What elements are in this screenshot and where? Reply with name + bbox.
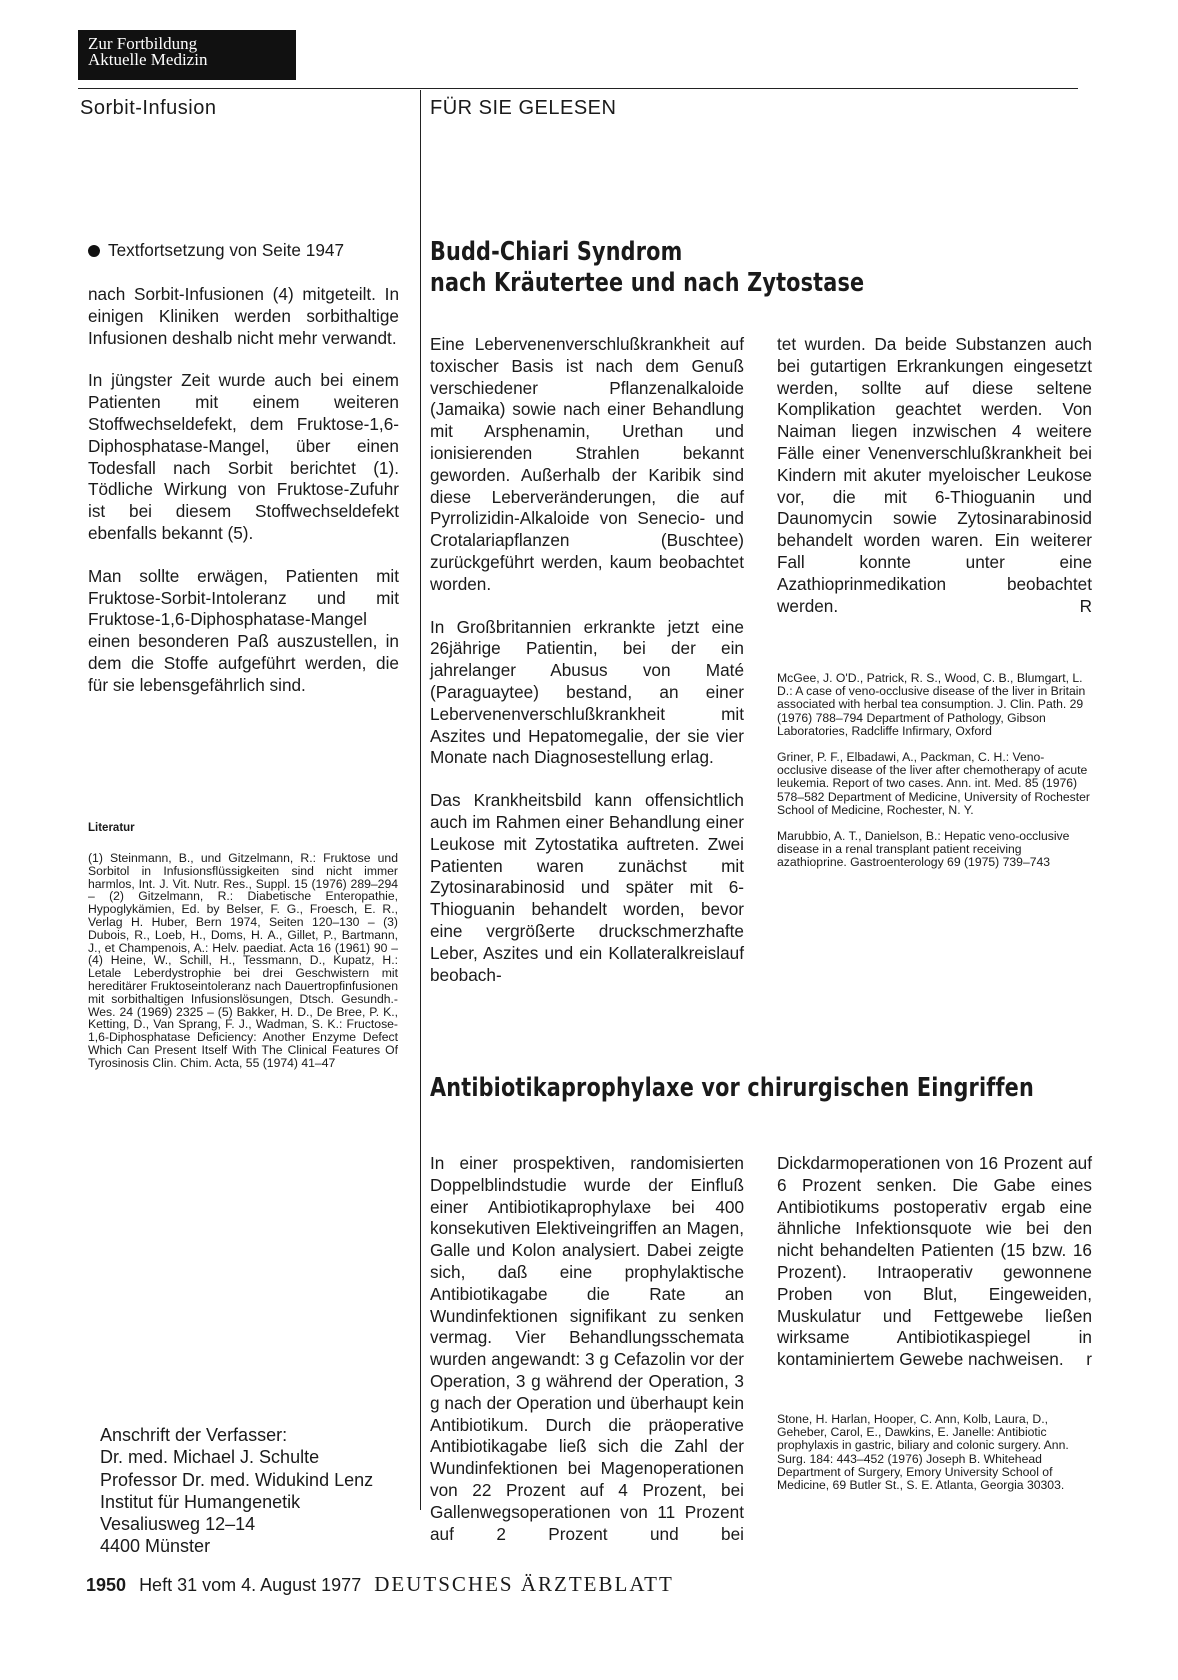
article1-sign: R [1079, 595, 1092, 616]
article1-column-1 [430, 334, 744, 986]
article1-references [777, 672, 1092, 883]
address-line: Vesaliusweg 12–14 [100, 1514, 256, 1535]
tag-line-1: Zur Fortbildung [88, 34, 198, 53]
continuation-note [88, 240, 398, 261]
right-section-title: FÜR SIE GELESEN [430, 97, 617, 119]
reference: Marubbio, A. T., Danielson, B.: Hepatic veno-occlusive disease in a renal transplant patient receiving azathioprine. Gastroenterology 69 (1975) 739–743 [777, 829, 1070, 870]
continuation-text: Textfortsetzung von Seite 1947 [108, 240, 344, 260]
tag-line-2: Aktuelle Medizin [88, 50, 208, 69]
column-divider [420, 90, 421, 1510]
article1-paragraph-4 [777, 334, 1092, 617]
address-line: 4400 Münster [100, 1536, 211, 1557]
address-line: Anschrift der Verfasser: [100, 1425, 288, 1445]
address-line: Professor Dr. med. Widukind Lenz [100, 1469, 374, 1490]
left-body [88, 284, 399, 697]
article1-paragraph-3: Das Krankheitsbild kann offensichtlich auch im Rahmen einer Behandlung einer Leukose mit Zytostatika auftreten. Zwei Patienten waren zunächst mit Zytosinarabinosid und später mit 6-Thioguanin behandelt worden, bevor eine vergrößerte druckschmerzhafte Leber, Aszites und ein Kollateralkreislauf beobach- [430, 790, 744, 985]
article2-column-1 [430, 1153, 744, 1545]
left-paragraph-2: In jüngster Zeit wurde auch bei einem Patienten mit einem weiteren Stoffwechseldefekt, dem Fruktose-1,6-Diphosphatase-Mangel, über einen Todesfall nach Sorbit berichtet (1). Tödliche Wirkung von Fruktose-Zufuhr ist bei diesem Stoffwechseldefekt ebenfalls bekannt (5). [88, 370, 399, 543]
article2-paragraph-2-text: Dickdarmoperationen von 16 Prozent auf 6 Prozent senken. Die Gabe eines Antibiotikums postoperativ ergab eine ähnliche Infektionsquote wie bei den nicht behandelten Patienten (15 bzw. 16 Prozent). Intraoperativ gewonnene Proben von Blut, Eingeweiden, Muskulatur und Fettgewebe ließen wirksame Antibiotikaspiegel in kontaminiertem Gewebe nachweisen. [777, 1153, 1092, 1370]
article2-paragraph-2 [777, 1153, 1092, 1371]
article1-paragraph-4-text: tet wurden. Da beide Substanzen auch bei gutartigen Erkrankungen eingesetzt werden, sollte auf diese seltene Komplikation geachtet werden. Von Naiman liegen inzwischen 4 weitere Fälle einer Venenverschlußkrankheit bei Kindern mit akuter myeloischer Leukose vor, die mit 6-Thioguanin und Daunomycin sowie Zytosinarabinosid behandelt worden waren. Ein weiterer Fall konnte unter eine Azathioprinmedikation beobachtet werden. [777, 334, 1092, 616]
article1-title [430, 237, 864, 299]
article2-paragraph-1: In einer prospektiven, randomisierten Doppelblindstudie wurde der Einfluß einer Antibiotikaprophylaxe bei 400 konsekutiven Elektiveingriffen an Magen, Galle und Kolon analysiert. Dabei zeigte sich, daß eine prophylaktische Antibiotikagabe die Rate an Wundinfektionen signifikant zu senken vermag. Vier Behandlungsschemata wurden angewandt: 3 g Cefazolin vor der Operation, 3 g während der Operation, 3 g nach der Operation und überhaupt kein Antibiotikum. Durch die präoperative Antibiotikagabe ließ sich die Zahl der Wundinfektionen bei Magenoperationen von 22 Prozent auf 4 Prozent, bei Gallenwegsoperationen von 11 Prozent auf 2 Prozent und bei [430, 1153, 744, 1544]
article2-column-2 [777, 1153, 1092, 1371]
reference: Griner, P. F., Elbadawi, A., Packman, C. H.: Veno-occlusive disease of the liver after chemotherapy of acute leukemia. Report of two cases. Ann. int. Med. 85 (1976) 578–582 Department of Medicine, University of Rochester School of Medicine, Rochester, N. Y. [777, 750, 1090, 817]
left-paragraph-3: Man sollte erwägen, Patienten mit Fruktose-Sorbit-Intoleranz und mit Fruktose-1,6-Diphosphatase-Mangel einen besonderen Paß auszustellen, in dem die Stoffe aufgeführt werden, die für sie lebensgefährlich sind. [88, 565, 399, 695]
left-section-title: Sorbit-Infusion [80, 97, 217, 119]
issue-info: Heft 31 vom 4. August 1977 [139, 1575, 362, 1595]
article2-reference: Stone, H. Harlan, Hooper, C. Ann, Kolb, Laura, D., Geheber, Carol, E., Dawkins, E. Janelle: Antibiotic prophylaxis in gastric, biliary and colonic surgery. Ann. Surg. 184: 443–452 (1976) Joseph B. Whitehead Department of Surgery, Emory University School of Medicine, 69 Butler St., S. E. Atlanta, Georgia 30303. [777, 1412, 1069, 1493]
article1-title-line-1: Budd-Chiari Syndrom [430, 237, 683, 267]
magazine-name: DEUTSCHES ÄRZTEBLATT [374, 1572, 674, 1596]
page-number: 1950 [86, 1575, 127, 1595]
article2-sign: r [1086, 1349, 1092, 1370]
author-address [100, 1424, 373, 1558]
left-paragraph-1: nach Sorbit-Infusionen (4) mitgeteilt. In einigen Kliniken werden sorbithaltige Infusionen deshalb nicht mehr verwandt. [88, 284, 399, 348]
article1-column-2 [777, 334, 1092, 617]
article1-paragraph-1: Eine Lebervenenverschlußkrankheit auf toxischer Basis ist nach dem Genuß verschiedener Pflanzenalkaloide (Jamaika) sowie nach einer Behandlung mit Arsphenamin, Urethan und ionisierenden Strahlen bekannt geworden. Außerhalb der Karibik sind diese Leberveränderungen, die auf Pyrrolizidin-Alkaloide von Senecio- und Crotalariapflanzen (Buschtee) zurückgeführt werden, kaum beobachtet worden. [430, 334, 744, 594]
bullet-icon [88, 245, 100, 257]
article1-paragraph-2: In Großbritannien erkrankte jetzt eine 26jährige Patientin, bei der ein jahrelanger Abusus von Maté (Paraguaytee) bestand, an einer Lebervenenverschlußkrankheit mit Aszites und Hepatomegalie, der sie vier Monate nach Diagnosestellung erlag. [430, 616, 744, 768]
top-rule [78, 88, 1078, 89]
literatur-text: (1) Steinmann, B., und Gitzelmann, R.: Fruktose und Sorbitol in Infusionsflüssigkeiten sind nicht immer harmlos, Int. J. Vit. Nutr. Res., Suppl. 15 (1976) 289–294 – (2) Gitzelmann, R.: Diabetische Enteropathie, Hypoglykämien, Ed. by Belser, F. G., Froesch, E. R., Verlag H. Huber, Bern 1974, Seiten 120–130 – (3) Dubois, R., Loeb, H., Doms, H. A., Gillet, P., Bartmann, J., et Champenois, A.: Helv. paediat. Acta 16 (1961) 90 – (4) Heine, W., Schill, H., Tessmann, D., Kupatz, H.: Letale Leberdystrophie bei drei Geschwistern mit hereditärer Fruktoseintoleranz nach Dauertropfinfusionen mit sorbithaltigen Infusionslösungen, Dtsch. Gesundh.-Wes. 24 (1969) 2325 – (5) Bakker, H. D., De Bree, P. K., Ketting, D., Van Sprang, F. J., Wadman, S. K.: Fructose-1,6-Diphosphatase Deficiency: Another Enzyme Defect Which Can Present Itself With The Clinical Features Of Tyrosinosis Clin. Chim. Acta, 55 (1974) 41–47 [88, 851, 398, 1070]
address-line: Institut für Humangenetik [100, 1491, 301, 1512]
article2-title: Antibiotikaprophylaxe vor chirurgischen Eingriffen [430, 1073, 1034, 1103]
address-line: Dr. med. Michael J. Schulte [100, 1447, 320, 1468]
reference: McGee, J. O'D., Patrick, R. S., Wood, C. B., Blumgart, L. D.: A case of veno-occlusive disease of the liver in Britain associated with herbal tea consumption. J. Clin. Path. 29 (1976) 788–794 Department of Pathology, Gibson Laboratories, Radcliffe Infirmary, Oxford [777, 671, 1086, 738]
literatur-heading: Literatur [88, 822, 135, 834]
article1-title-line-2: nach Kräutertee und nach Zytostase [430, 268, 865, 298]
page-footer [86, 1572, 674, 1597]
section-tag [78, 30, 296, 80]
